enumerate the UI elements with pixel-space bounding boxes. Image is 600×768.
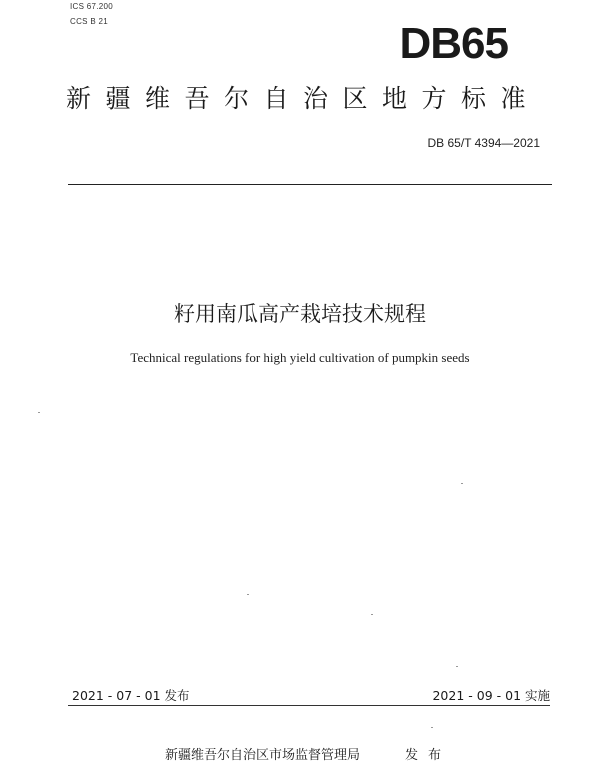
publisher-name: 新疆维吾尔自治区市场监督管理局 — [165, 748, 361, 763]
scan-speck — [461, 483, 463, 484]
scan-speck — [431, 727, 433, 728]
implementation-date: 2021 - 09 - 01 实施 — [432, 688, 550, 703]
publisher-action: 发布 — [405, 748, 452, 763]
standard-number: DB 65/T 4394—2021 — [427, 136, 540, 150]
top-divider — [68, 184, 552, 185]
scan-speck — [247, 594, 249, 595]
issue-date: 2021 - 07 - 01 发布 — [72, 688, 190, 703]
document-title-chinese: 籽用南瓜高产栽培技术规程 — [174, 302, 426, 326]
ics-code: ICS 67.200 — [70, 2, 114, 11]
scan-speck — [371, 614, 373, 615]
scan-speck — [456, 666, 458, 667]
document-title-english: Technical regulations for high yield cultivation of pumpkin seeds — [130, 350, 470, 365]
db-logo-mark: DB65 — [399, 19, 508, 68]
standard-type-heading: 新疆维吾尔自治区地方标准 — [66, 84, 541, 113]
ccs-code: CCS B 21 — [70, 17, 108, 26]
scan-speck — [38, 412, 40, 413]
bottom-divider — [68, 705, 550, 706]
